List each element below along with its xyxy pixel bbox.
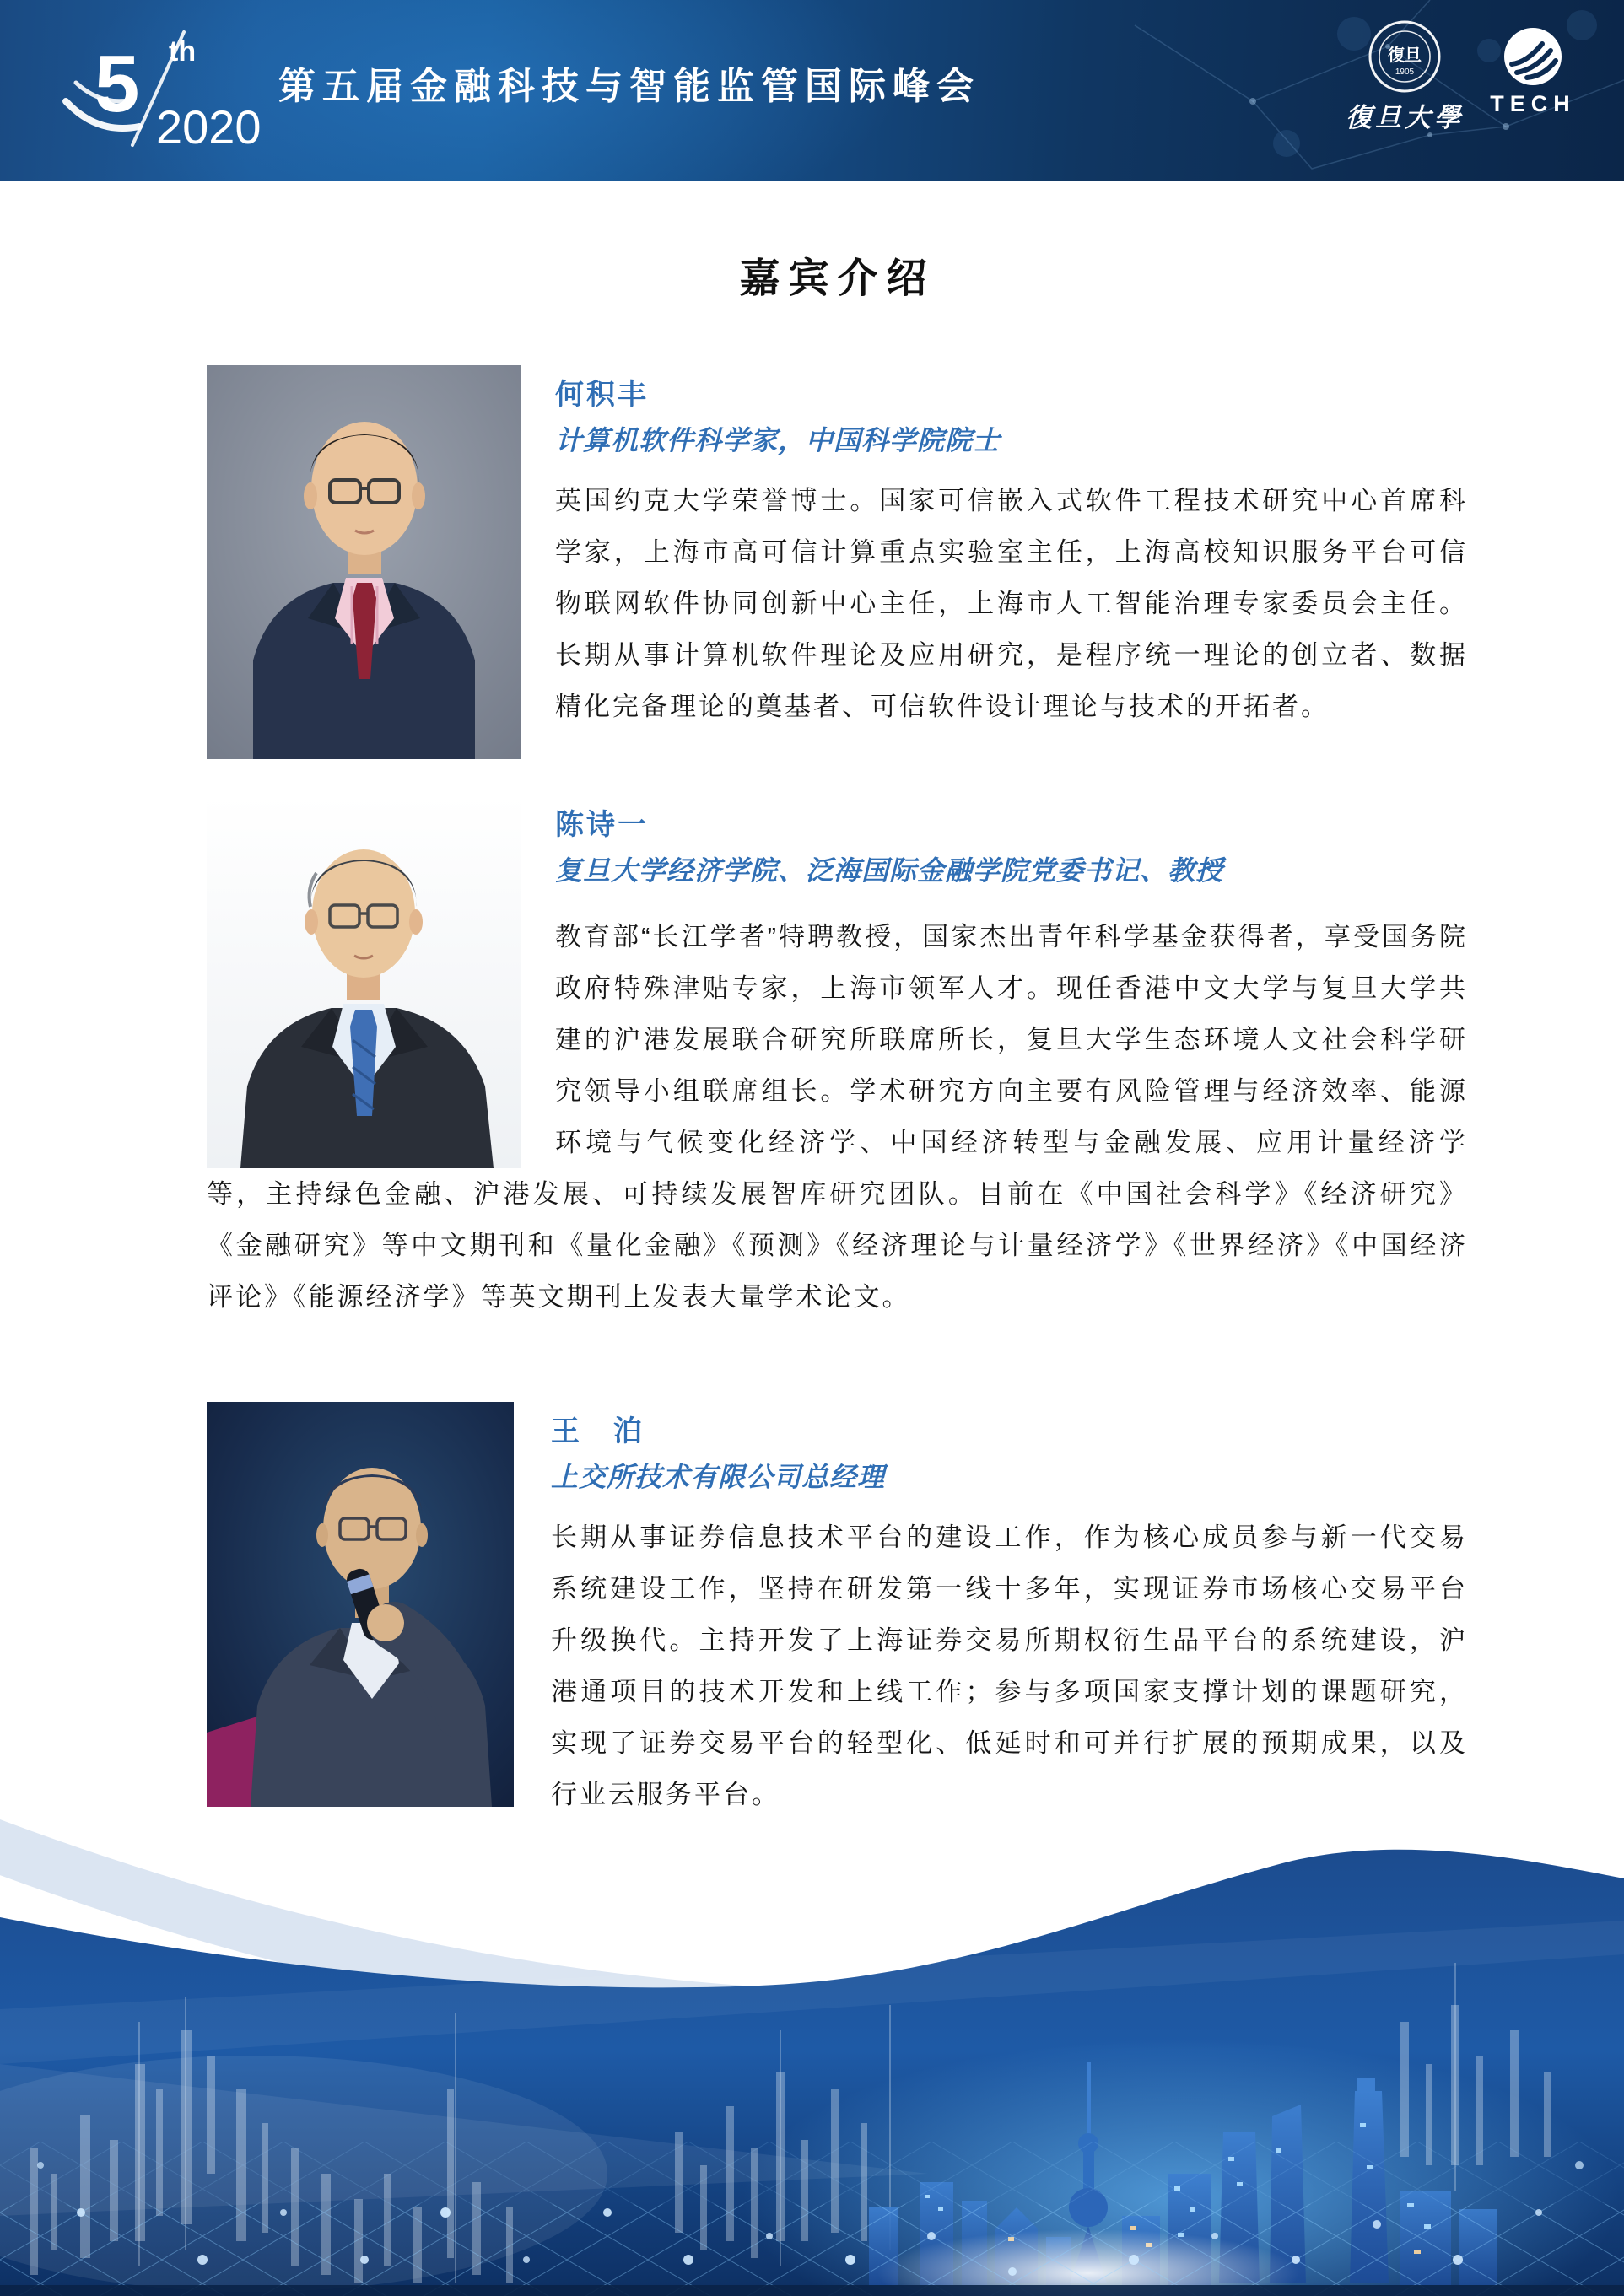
speaker-title: 上交所技术有限公司总经理 [551,1462,886,1492]
logo-year: 2020 [156,100,262,154]
summit-5th-2020-logo [51,17,304,164]
speaker-name: 何积丰 [555,379,649,411]
speaker-bio: 英国约克大学荣誉博士。国家可信嵌入式软件工程技术研究中心首席科学家，上海市高可信计算重点实验室主任，上海高校知识服务平台可信物联网软件协同创新中心主任，上海市人工智能治理专家委员会主任。长期从事计算机软件理论及应用研究，是程序统一理论的创立者、数据精化完备理论的奠基者、可信软件设计理论与技术的开拓者。 [555,486,1468,721]
speaker-photo [207,795,521,1168]
header-banner [0,0,1624,181]
speaker-name: 王 泊 [551,1415,645,1447]
speaker-photo [207,1402,514,1807]
footer-cityscape-banner [0,1811,1624,2296]
summit-title: 第五届金融科技与智能监管国际峰会 [278,66,980,107]
speaker-section-he-jifeng [207,365,1468,759]
sse-tech-logo [1486,25,1579,164]
speaker-title: 计算机软件科学家，中国科学院院士 [555,425,1001,455]
speaker-bio: 长期从事证券信息技术平台的建设工作，作为核心成员参与新一代交易系统建设工作，坚持在研发第一线十多年，实现证券市场核心交易平台升级换代。主持开发了上海证券交易所期权衍生品平台的系统建设，沪港通项目的技术开发和上线工作；参与多项国家支撑计划的课题研究，实现了证券交易平台的轻型化、低延时和可并行扩展的预期成果，以及行业云服务平台。 [551,1523,1468,1809]
svg-text:1905: 1905 [1395,67,1415,77]
tech-wordmark: TECH [1490,91,1576,116]
speaker-name: 陈诗一 [555,809,649,841]
fudan-university-logo [1337,19,1472,166]
main-content [207,181,1468,1820]
logo-number-5: 5 [94,39,140,129]
speaker-title: 复旦大学经济学院、泛海国际金融学院党委书记、教授 [555,855,1224,886]
fudan-wordmark: 復旦大學 [1346,103,1464,132]
speaker-section-chen-shiyi [207,795,1468,1323]
fudan-seal-icon [1367,19,1443,94]
logo-th: th [169,35,197,67]
page-title: 嘉宾介绍 [739,256,936,301]
sse-tech-circle-icon [1502,25,1564,88]
speaker-bio: 教育部“长江学者”特聘教授，国家杰出青年科学基金获得者，享受国务院政府特殊津贴专家，上海市领军人才。现任香港中文大学与复旦大学共建的沪港发展联合研究所联席所长，复旦大学生态环境人文社会科学研究领导小组联席组长。学术研究方向主要有风险管理与经济效率、能源环境与气候变化经济学、中国经济转型与金融发展、应用计量经济学等，主持绿色金融、沪港发展、可持续发展智库研究团队。目前在《中国社会科学》《经济研究》《金融研究》等中文期刊和《量化金融》《预测》《经济理论与计量经济学》《世界经济》《中国经济评论》《能源经济学》等英文期刊上发表大量学术论文。 [207,922,1468,1312]
speaker-photo [207,365,521,759]
speaker-section-wang-bo [207,1402,1468,1820]
svg-text:復旦: 復旦 [1388,46,1422,65]
